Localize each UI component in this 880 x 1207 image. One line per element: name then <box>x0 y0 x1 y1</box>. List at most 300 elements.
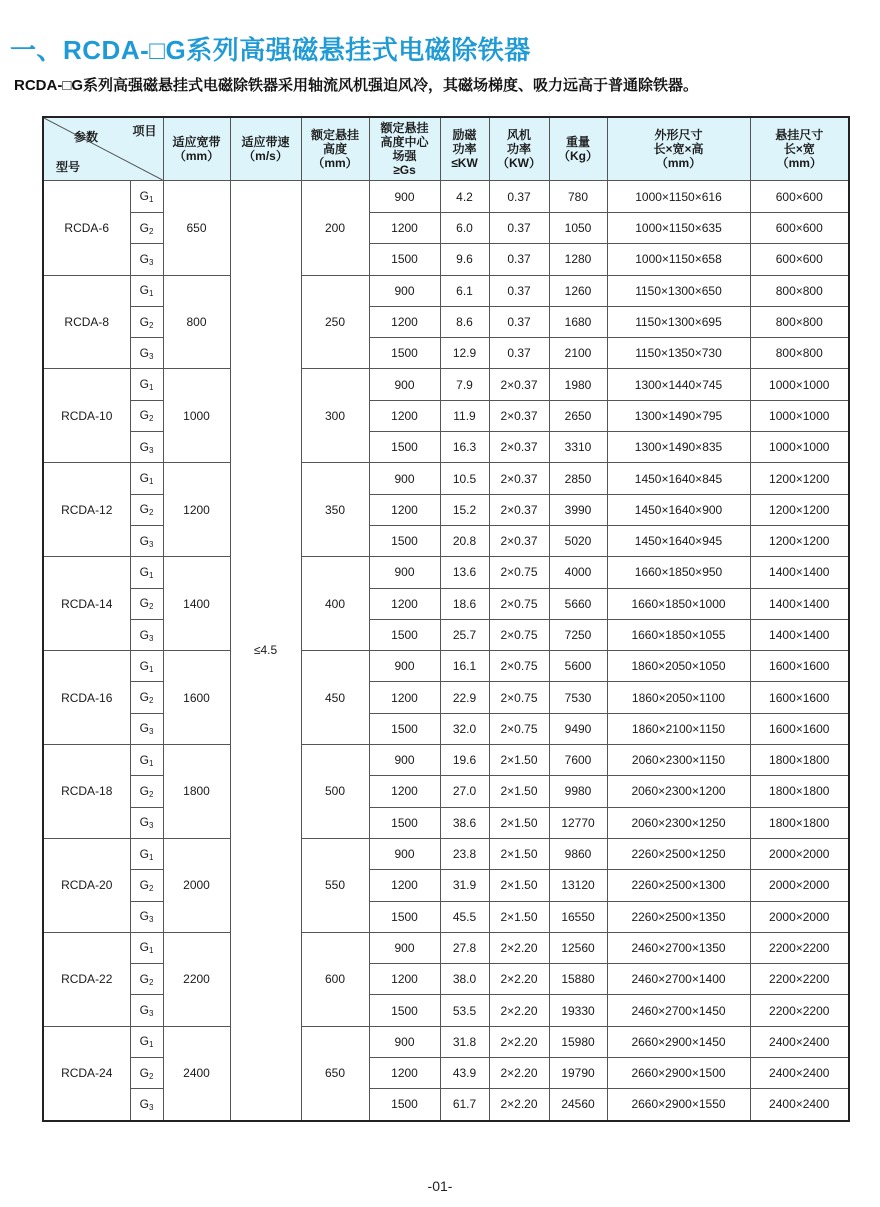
corner-label-param: 参数 <box>74 130 99 144</box>
hanging-size-cell: 2200×2200 <box>750 932 849 963</box>
field-strength-cell: 900 <box>369 651 440 682</box>
field-strength-cell: 1500 <box>369 338 440 369</box>
excitation-power-cell: 43.9 <box>440 1058 489 1089</box>
header-fan-power: 风机 功率 （KW） <box>489 117 549 181</box>
grade-cell <box>130 964 163 995</box>
fan-power-cell: 2×0.75 <box>489 713 549 744</box>
hanging-size-cell: 1800×1800 <box>750 745 849 776</box>
grade-subscript: 3 <box>148 1009 154 1019</box>
excitation-power-cell: 19.6 <box>440 745 489 776</box>
belt-width-cell: 2200 <box>163 932 230 1026</box>
model-name-cell: RCDA-22 <box>43 932 130 1026</box>
weight-cell: 19330 <box>549 995 607 1026</box>
field-strength-cell: 1200 <box>369 1058 440 1089</box>
grade-subscript: 1 <box>148 383 154 393</box>
grade-cell <box>130 494 163 525</box>
field-strength-cell: 1500 <box>369 995 440 1026</box>
grade-label: G <box>139 690 149 705</box>
grade-cell <box>130 619 163 650</box>
dimensions-cell: 2660×2900×1450 <box>607 1026 750 1057</box>
dimensions-cell: 1000×1150×658 <box>607 244 750 275</box>
dimensions-cell: 2260×2500×1350 <box>607 901 750 932</box>
weight-cell: 12770 <box>549 807 607 838</box>
fan-power-cell: 0.37 <box>489 306 549 337</box>
excitation-power-cell: 45.5 <box>440 901 489 932</box>
grade-subscript: 2 <box>148 226 154 236</box>
hanging-size-cell: 1600×1600 <box>750 713 849 744</box>
page-subtitle: RCDA-□G系列高强磁悬挂式电磁除铁器采用轴流风机强迫风冷，其磁场梯度、吸力远高于普通除铁器。 <box>14 77 699 94</box>
grade-cell <box>130 275 163 306</box>
dimensions-cell: 2260×2500×1250 <box>607 838 750 869</box>
height-cell: 550 <box>301 838 369 932</box>
field-strength-cell: 1200 <box>369 588 440 619</box>
model-name-cell: RCDA-20 <box>43 838 130 932</box>
grade-label: G <box>139 564 149 579</box>
dimensions-cell: 1300×1490×795 <box>607 400 750 431</box>
weight-cell: 15880 <box>549 964 607 995</box>
fan-power-cell: 2×0.75 <box>489 619 549 650</box>
table-body <box>43 181 849 1121</box>
field-strength-cell: 1200 <box>369 213 440 244</box>
grade-subscript: 2 <box>148 1071 154 1081</box>
hanging-size-cell: 2400×2400 <box>750 1026 849 1057</box>
height-cell: 600 <box>301 932 369 1026</box>
grade-subscript: 2 <box>148 789 154 799</box>
grade-subscript: 3 <box>148 727 154 737</box>
weight-cell: 3310 <box>549 432 607 463</box>
table-row <box>43 181 849 213</box>
weight-cell: 5020 <box>549 525 607 556</box>
model-name-cell: RCDA-18 <box>43 745 130 839</box>
table-row <box>43 1026 849 1057</box>
model-name-cell: RCDA-16 <box>43 651 130 745</box>
dimensions-cell: 1860×2100×1150 <box>607 713 750 744</box>
fan-power-cell: 2×1.50 <box>489 745 549 776</box>
grade-cell <box>130 682 163 713</box>
table-row <box>43 745 849 776</box>
grade-subscript: 2 <box>148 508 154 518</box>
excitation-power-cell: 27.0 <box>440 776 489 807</box>
grade-label: G <box>139 721 149 736</box>
hanging-size-cell: 800×800 <box>750 306 849 337</box>
excitation-power-cell: 15.2 <box>440 494 489 525</box>
fan-power-cell: 2×0.37 <box>489 400 549 431</box>
grade-cell <box>130 901 163 932</box>
weight-cell: 16550 <box>549 901 607 932</box>
field-strength-cell: 1500 <box>369 432 440 463</box>
dimensions-cell: 1860×2050×1100 <box>607 682 750 713</box>
header-weight: 重量 （Kg） <box>549 117 607 181</box>
grade-label: G <box>139 220 149 235</box>
table-row <box>43 557 849 588</box>
dimensions-cell: 1150×1300×695 <box>607 306 750 337</box>
excitation-power-cell: 16.1 <box>440 651 489 682</box>
fan-power-cell: 2×0.75 <box>489 557 549 588</box>
corner-label-model: 型号 <box>56 160 81 174</box>
fan-power-cell: 2×1.50 <box>489 776 549 807</box>
fan-power-cell: 2×0.37 <box>489 463 549 494</box>
weight-cell: 5660 <box>549 588 607 619</box>
grade-label: G <box>139 314 149 329</box>
dimensions-cell: 1660×1850×1055 <box>607 619 750 650</box>
dimensions-cell: 2060×2300×1250 <box>607 807 750 838</box>
excitation-power-cell: 38.0 <box>440 964 489 995</box>
fan-power-cell: 2×2.20 <box>489 1058 549 1089</box>
hanging-size-cell: 1400×1400 <box>750 619 849 650</box>
weight-cell: 1260 <box>549 275 607 306</box>
grade-cell <box>130 807 163 838</box>
grade-label: G <box>139 1065 149 1080</box>
fan-power-cell: 2×2.20 <box>489 995 549 1026</box>
grade-subscript: 1 <box>148 852 154 862</box>
model-name-cell: RCDA-8 <box>43 275 130 369</box>
grade-subscript: 2 <box>148 320 154 330</box>
excitation-power-cell: 10.5 <box>440 463 489 494</box>
fan-power-cell: 2×2.20 <box>489 1026 549 1057</box>
grade-label: G <box>139 1003 149 1018</box>
header-hanging-size: 悬挂尺寸 长×宽 （mm） <box>750 117 849 181</box>
height-cell: 350 <box>301 463 369 557</box>
field-strength-cell: 1500 <box>369 901 440 932</box>
weight-cell: 9980 <box>549 776 607 807</box>
hanging-size-cell: 2000×2000 <box>750 838 849 869</box>
dimensions-cell: 2660×2900×1500 <box>607 1058 750 1089</box>
grade-label: G <box>139 408 149 423</box>
weight-cell: 12560 <box>549 932 607 963</box>
excitation-power-cell: 38.6 <box>440 807 489 838</box>
hanging-size-cell: 1200×1200 <box>750 494 849 525</box>
fan-power-cell: 2×0.37 <box>489 432 549 463</box>
hanging-size-cell: 600×600 <box>750 244 849 275</box>
grade-cell <box>130 870 163 901</box>
grade-label: G <box>139 752 149 767</box>
grade-cell <box>130 745 163 776</box>
grade-cell <box>130 213 163 244</box>
model-name-cell: RCDA-24 <box>43 1026 130 1120</box>
dimensions-cell: 2660×2900×1550 <box>607 1089 750 1121</box>
field-strength-cell: 1200 <box>369 964 440 995</box>
spec-table <box>42 116 850 1122</box>
header-belt-speed: 适应带速 （m/s） <box>230 117 301 181</box>
fan-power-cell: 2×0.75 <box>489 588 549 619</box>
weight-cell: 2100 <box>549 338 607 369</box>
grade-subscript: 3 <box>148 351 154 361</box>
excitation-power-cell: 11.9 <box>440 400 489 431</box>
fan-power-cell: 2×2.20 <box>489 1089 549 1121</box>
hanging-size-cell: 2200×2200 <box>750 964 849 995</box>
hanging-size-cell: 800×800 <box>750 338 849 369</box>
header-height: 额定悬挂 高度 （mm） <box>301 117 369 181</box>
header-dimensions: 外形尺寸 长×宽×高 （mm） <box>607 117 750 181</box>
field-strength-cell: 1500 <box>369 525 440 556</box>
dimensions-cell: 1000×1150×616 <box>607 181 750 213</box>
table-row <box>43 932 849 963</box>
weight-cell: 1050 <box>549 213 607 244</box>
grade-label: G <box>139 627 149 642</box>
field-strength-cell: 1500 <box>369 1089 440 1121</box>
weight-cell: 1980 <box>549 369 607 400</box>
grade-label: G <box>139 909 149 924</box>
grade-label: G <box>139 783 149 798</box>
weight-cell: 9490 <box>549 713 607 744</box>
hanging-size-cell: 1200×1200 <box>750 525 849 556</box>
weight-cell: 1680 <box>549 306 607 337</box>
excitation-power-cell: 27.8 <box>440 932 489 963</box>
grade-cell <box>130 369 163 400</box>
fan-power-cell: 0.37 <box>489 275 549 306</box>
field-strength-cell: 1200 <box>369 400 440 431</box>
dimensions-cell: 2460×2700×1400 <box>607 964 750 995</box>
belt-speed-cell: ≤4.5 <box>230 181 301 1121</box>
grade-cell <box>130 525 163 556</box>
field-strength-cell: 1500 <box>369 713 440 744</box>
table-header-row <box>43 117 849 181</box>
dimensions-cell: 1150×1350×730 <box>607 338 750 369</box>
excitation-power-cell: 18.6 <box>440 588 489 619</box>
height-cell: 200 <box>301 181 369 276</box>
grade-cell <box>130 995 163 1026</box>
hanging-size-cell: 1000×1000 <box>750 400 849 431</box>
grade-cell <box>130 306 163 337</box>
height-cell: 450 <box>301 651 369 745</box>
corner-label-item: 项目 <box>132 124 157 138</box>
page-number: -01- <box>427 1178 453 1194</box>
field-strength-cell: 1200 <box>369 870 440 901</box>
excitation-power-cell: 9.6 <box>440 244 489 275</box>
field-strength-cell: 900 <box>369 181 440 213</box>
field-strength-cell: 900 <box>369 463 440 494</box>
hanging-size-cell: 1000×1000 <box>750 369 849 400</box>
grade-subscript: 1 <box>148 664 154 674</box>
excitation-power-cell: 32.0 <box>440 713 489 744</box>
page-title: 一、RCDA-□G系列高强磁悬挂式电磁除铁器 <box>10 35 531 65</box>
weight-cell: 7600 <box>549 745 607 776</box>
fan-power-cell: 2×0.75 <box>489 682 549 713</box>
excitation-power-cell: 31.8 <box>440 1026 489 1057</box>
dimensions-cell: 2260×2500×1300 <box>607 870 750 901</box>
table-row <box>43 651 849 682</box>
dimensions-cell: 1450×1640×900 <box>607 494 750 525</box>
grade-label: G <box>139 439 149 454</box>
fan-power-cell: 2×1.50 <box>489 870 549 901</box>
hanging-size-cell: 2400×2400 <box>750 1058 849 1089</box>
model-name-cell: RCDA-6 <box>43 181 130 276</box>
grade-cell <box>130 432 163 463</box>
field-strength-cell: 1500 <box>369 807 440 838</box>
grade-cell <box>130 1058 163 1089</box>
excitation-power-cell: 13.6 <box>440 557 489 588</box>
weight-cell: 3990 <box>549 494 607 525</box>
grade-label: G <box>139 283 149 298</box>
grade-cell <box>130 557 163 588</box>
dimensions-cell: 1300×1440×745 <box>607 369 750 400</box>
weight-cell: 15980 <box>549 1026 607 1057</box>
belt-width-cell: 1800 <box>163 745 230 839</box>
hanging-size-cell: 1400×1400 <box>750 557 849 588</box>
table-row <box>43 838 849 869</box>
hanging-size-cell: 1200×1200 <box>750 463 849 494</box>
grade-subscript: 3 <box>148 633 154 643</box>
header-field-strength: 额定悬挂 高度中心 场强 ≥Gs <box>369 117 440 181</box>
grade-cell <box>130 463 163 494</box>
fan-power-cell: 2×2.20 <box>489 964 549 995</box>
grade-cell <box>130 1089 163 1121</box>
weight-cell: 1280 <box>549 244 607 275</box>
belt-width-cell: 2400 <box>163 1026 230 1120</box>
grade-cell <box>130 338 163 369</box>
grade-subscript: 1 <box>148 946 154 956</box>
field-strength-cell: 900 <box>369 932 440 963</box>
grade-cell <box>130 651 163 682</box>
belt-width-cell: 800 <box>163 275 230 369</box>
hanging-size-cell: 600×600 <box>750 181 849 213</box>
dimensions-cell: 1660×1850×1000 <box>607 588 750 619</box>
fan-power-cell: 0.37 <box>489 338 549 369</box>
grade-subscript: 1 <box>148 477 154 487</box>
grade-subscript: 2 <box>148 977 154 987</box>
belt-width-cell: 2000 <box>163 838 230 932</box>
fan-power-cell: 2×2.20 <box>489 932 549 963</box>
field-strength-cell: 900 <box>369 557 440 588</box>
header-belt-width: 适应宽带 （mm） <box>163 117 230 181</box>
fan-power-cell: 2×0.37 <box>489 525 549 556</box>
weight-cell: 2850 <box>549 463 607 494</box>
excitation-power-cell: 7.9 <box>440 369 489 400</box>
weight-cell: 4000 <box>549 557 607 588</box>
grade-label: G <box>139 846 149 861</box>
dimensions-cell: 1860×2050×1050 <box>607 651 750 682</box>
weight-cell: 5600 <box>549 651 607 682</box>
field-strength-cell: 900 <box>369 838 440 869</box>
grade-label: G <box>139 1034 149 1049</box>
belt-width-cell: 650 <box>163 181 230 276</box>
hanging-size-cell: 2000×2000 <box>750 901 849 932</box>
grade-label: G <box>139 502 149 517</box>
field-strength-cell: 1200 <box>369 494 440 525</box>
excitation-power-cell: 6.0 <box>440 213 489 244</box>
field-strength-cell: 900 <box>369 745 440 776</box>
height-cell: 250 <box>301 275 369 369</box>
grade-subscript: 3 <box>148 539 154 549</box>
weight-cell: 13120 <box>549 870 607 901</box>
hanging-size-cell: 1400×1400 <box>750 588 849 619</box>
belt-width-cell: 1600 <box>163 651 230 745</box>
dimensions-cell: 1150×1300×650 <box>607 275 750 306</box>
header-excitation-power: 励磁 功率 ≤KW <box>440 117 489 181</box>
model-name-cell: RCDA-10 <box>43 369 130 463</box>
grade-label: G <box>139 815 149 830</box>
belt-width-cell: 1000 <box>163 369 230 463</box>
excitation-power-cell: 6.1 <box>440 275 489 306</box>
grade-subscript: 1 <box>148 758 154 768</box>
grade-label: G <box>139 940 149 955</box>
grade-label: G <box>139 251 149 266</box>
grade-subscript: 1 <box>148 195 154 204</box>
belt-width-cell: 1200 <box>163 463 230 557</box>
grade-subscript: 1 <box>148 289 154 299</box>
excitation-power-cell: 31.9 <box>440 870 489 901</box>
grade-label: G <box>139 189 149 203</box>
dimensions-cell: 2460×2700×1450 <box>607 995 750 1026</box>
weight-cell: 24560 <box>549 1089 607 1121</box>
grade-cell <box>130 244 163 275</box>
grade-cell <box>130 776 163 807</box>
excitation-power-cell: 22.9 <box>440 682 489 713</box>
grade-cell <box>130 713 163 744</box>
grade-subscript: 2 <box>148 602 154 612</box>
height-cell: 650 <box>301 1026 369 1120</box>
excitation-power-cell: 4.2 <box>440 181 489 213</box>
excitation-power-cell: 61.7 <box>440 1089 489 1121</box>
grade-subscript: 2 <box>148 696 154 706</box>
dimensions-cell: 1450×1640×845 <box>607 463 750 494</box>
grade-subscript: 3 <box>148 821 154 831</box>
grade-subscript: 2 <box>148 883 154 893</box>
excitation-power-cell: 20.8 <box>440 525 489 556</box>
grade-cell <box>130 181 163 213</box>
grade-label: G <box>139 471 149 486</box>
weight-cell: 780 <box>549 181 607 213</box>
weight-cell: 19790 <box>549 1058 607 1089</box>
hanging-size-cell: 800×800 <box>750 275 849 306</box>
dimensions-cell: 2060×2300×1200 <box>607 776 750 807</box>
excitation-power-cell: 23.8 <box>440 838 489 869</box>
grade-label: G <box>139 596 149 611</box>
fan-power-cell: 0.37 <box>489 181 549 213</box>
model-name-cell: RCDA-14 <box>43 557 130 651</box>
hanging-size-cell: 1800×1800 <box>750 776 849 807</box>
grade-subscript: 2 <box>148 414 154 424</box>
table-row <box>43 275 849 306</box>
dimensions-cell: 1300×1490×835 <box>607 432 750 463</box>
grade-label: G <box>139 877 149 892</box>
field-strength-cell: 900 <box>369 275 440 306</box>
grade-label: G <box>139 1096 149 1111</box>
grade-subscript: 3 <box>148 257 154 267</box>
belt-width-cell: 1400 <box>163 557 230 651</box>
dimensions-cell: 2460×2700×1350 <box>607 932 750 963</box>
excitation-power-cell: 25.7 <box>440 619 489 650</box>
weight-cell: 7250 <box>549 619 607 650</box>
hanging-size-cell: 2200×2200 <box>750 995 849 1026</box>
grade-label: G <box>139 533 149 548</box>
fan-power-cell: 0.37 <box>489 213 549 244</box>
fan-power-cell: 0.37 <box>489 244 549 275</box>
grade-cell <box>130 838 163 869</box>
weight-cell: 2650 <box>549 400 607 431</box>
excitation-power-cell: 8.6 <box>440 306 489 337</box>
field-strength-cell: 1200 <box>369 776 440 807</box>
field-strength-cell: 1200 <box>369 306 440 337</box>
grade-subscript: 3 <box>148 1102 154 1112</box>
grade-cell <box>130 1026 163 1057</box>
fan-power-cell: 2×0.75 <box>489 651 549 682</box>
hanging-size-cell: 1600×1600 <box>750 682 849 713</box>
dimensions-cell: 2060×2300×1150 <box>607 745 750 776</box>
hanging-size-cell: 1800×1800 <box>750 807 849 838</box>
hanging-size-cell: 2400×2400 <box>750 1089 849 1121</box>
fan-power-cell: 2×1.50 <box>489 807 549 838</box>
grade-label: G <box>139 345 149 360</box>
field-strength-cell: 1500 <box>369 244 440 275</box>
grade-label: G <box>139 658 149 673</box>
grade-subscript: 1 <box>148 570 154 580</box>
weight-cell: 9860 <box>549 838 607 869</box>
height-cell: 500 <box>301 745 369 839</box>
fan-power-cell: 2×1.50 <box>489 838 549 869</box>
table-row <box>43 369 849 400</box>
hanging-size-cell: 1600×1600 <box>750 651 849 682</box>
